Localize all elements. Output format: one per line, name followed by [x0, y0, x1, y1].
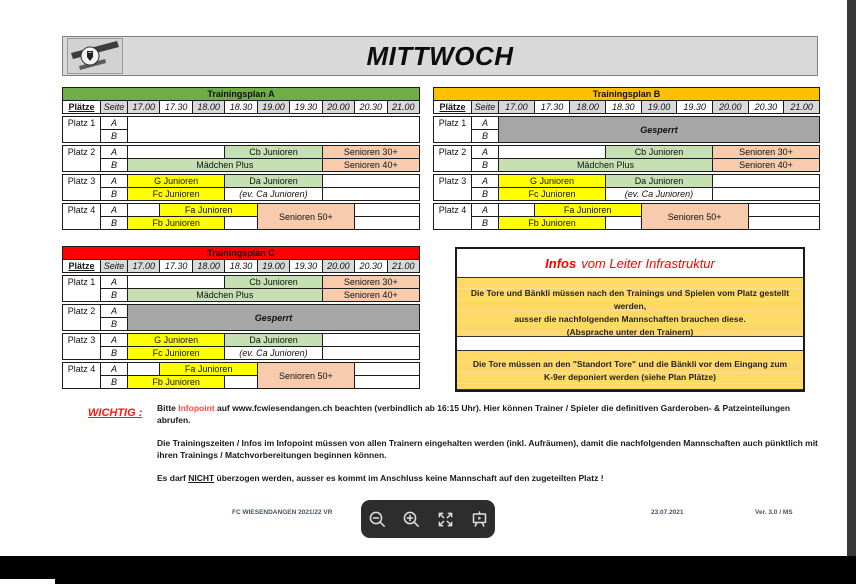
infos-note-2-line: K-9er deponiert werden (siehe Plan Plätze) — [544, 372, 716, 382]
seite-header: Seite — [101, 101, 128, 114]
plan-slot: Fa Junioren — [534, 204, 641, 217]
plan-slot: (ev. Ca Junioren) — [225, 188, 322, 201]
platz-group — [433, 145, 820, 172]
plan-slot: Fa Junioren — [160, 363, 257, 376]
plan-slot: G Junioren — [128, 334, 225, 347]
plan-slot-empty — [128, 117, 420, 143]
platz-group — [62, 116, 420, 143]
platz-group — [62, 203, 420, 230]
side-label-a: A — [472, 146, 499, 159]
plan-slot-empty — [128, 363, 160, 376]
plan-slot-empty — [322, 175, 419, 188]
plan-slot: Senioren 50+ — [257, 363, 354, 389]
platz-label: Platz 2 — [434, 146, 472, 172]
infos-title — [457, 249, 803, 277]
time-header: 21.00 — [784, 101, 820, 114]
plan-slot: Da Junioren — [605, 175, 712, 188]
seite-header: Seite — [472, 101, 499, 114]
side-label-a: A — [101, 175, 128, 188]
time-header: 19.30 — [290, 260, 322, 273]
plan-slot: Cb Junioren — [225, 276, 322, 289]
plan-slot-empty — [322, 334, 419, 347]
plan-slot-empty — [322, 188, 419, 201]
time-header: 19.30 — [677, 101, 713, 114]
presentation-mode-icon — [470, 510, 489, 529]
side-label-a: A — [101, 276, 128, 289]
page-title: MITTWOCH — [366, 40, 514, 71]
platz-group — [62, 145, 420, 172]
plan-slot: Da Junioren — [225, 334, 322, 347]
plan-slot: Fc Junioren — [128, 188, 225, 201]
fullscreen-icon — [436, 510, 455, 529]
platz-label: Platz 1 — [434, 117, 472, 143]
side-label-b: B — [101, 289, 128, 302]
plan-header-table — [62, 246, 420, 273]
time-header: 20.30 — [355, 101, 387, 114]
platz-group — [62, 333, 420, 360]
zoom-out-icon — [368, 510, 387, 529]
time-header: 20.00 — [322, 101, 354, 114]
side-label-b: B — [101, 188, 128, 201]
platz-label: Platz 4 — [63, 363, 101, 389]
zoom-in-icon — [402, 510, 421, 529]
trainingsplan-c-table — [62, 246, 420, 389]
time-header: 17.30 — [160, 260, 192, 273]
side-label-b: B — [101, 159, 128, 172]
seite-header: Seite — [101, 260, 128, 273]
platz-label: Platz 2 — [63, 305, 101, 331]
trainingsplan-a-table — [62, 87, 420, 230]
side-label-b: B — [472, 130, 499, 143]
plan-slot: Fb Junioren — [128, 217, 225, 230]
plan-slot-empty — [128, 204, 160, 217]
plan-slot: Gesperrt — [128, 305, 420, 331]
platz-group — [433, 174, 820, 201]
plan-slot-empty — [225, 376, 257, 389]
bottom-black-bar — [0, 556, 856, 584]
plaetze-header: Plätze — [63, 101, 101, 114]
plan-slot: (ev. Ca Junioren) — [605, 188, 712, 201]
presentation-mode-button[interactable] — [465, 505, 493, 533]
plan-slot-empty — [499, 204, 535, 217]
time-header: 20.30 — [355, 260, 387, 273]
plan-slot: Cb Junioren — [225, 146, 322, 159]
plan-slot-empty — [225, 217, 257, 230]
plan-slot: Senioren 50+ — [641, 204, 748, 230]
plaetze-header: Plätze — [434, 101, 472, 114]
infos-note-1-line: (Absprache unter den Trainern) — [566, 327, 694, 337]
wichtig-nicht: NICHT — [188, 473, 215, 483]
platz-label: Platz 3 — [63, 175, 101, 201]
side-label-b: B — [101, 318, 128, 331]
plan-slot-empty — [355, 376, 420, 389]
plan-slot: Senioren 50+ — [257, 204, 354, 230]
wichtig-label: WICHTIG : — [88, 407, 143, 419]
time-header: 17.30 — [160, 101, 192, 114]
pdf-toolbar — [361, 500, 495, 538]
infos-title-rest: vom Leiter Infrastruktur — [581, 255, 715, 271]
platz-label: Platz 2 — [63, 146, 101, 172]
infos-note-1 — [457, 277, 803, 337]
plan-slot: Mädchen Plus — [128, 159, 323, 172]
side-label-a: A — [472, 117, 499, 130]
time-header: 19.30 — [290, 101, 322, 114]
side-label-b: B — [101, 347, 128, 360]
platz-label: Platz 4 — [63, 204, 101, 230]
time-header: 17.00 — [128, 260, 160, 273]
wichtig-p1-pre: Bitte — [157, 403, 179, 413]
plan-title: Trainingsplan C — [63, 247, 420, 260]
plan-slot-empty — [748, 217, 819, 230]
platz-label: Platz 1 — [63, 276, 101, 302]
platz-group — [62, 362, 420, 389]
platz-group — [62, 304, 420, 331]
platz-group — [433, 116, 820, 143]
plaetze-header: Plätze — [63, 260, 101, 273]
plan-slot: Senioren 40+ — [322, 159, 419, 172]
zoom-out-button[interactable] — [363, 505, 391, 533]
plan-slot: Gesperrt — [499, 117, 820, 143]
wichtig-p1-post: auf www.fcwiesendangen.ch beachten (verbindlich ab 16:15 Uhr). Hier können Trainer / Spieler die definitiven Garderoben- & Patzeinteilungen abrufen. — [157, 403, 791, 425]
time-header: 18.00 — [570, 101, 606, 114]
plan-slot-empty — [712, 188, 819, 201]
time-header: 21.00 — [387, 260, 420, 273]
time-header: 17.30 — [534, 101, 570, 114]
platz-label: Platz 3 — [434, 175, 472, 201]
wichtig-paragraph-2: Die Trainingszeiten / Infos im Infopoint müssen von allen Trainern eingehalten werden (inkl. Aufräumen), damit die nachfolgenden Mannschaften auch pünktlich mit ihren Trainings / Matchvorbereitungen beginnen können. — [157, 438, 818, 460]
infos-note-1-line: ausser die nachfolgenden Mannschaften brauchen diese. — [514, 314, 746, 324]
zoom-in-button[interactable] — [397, 505, 425, 533]
plan-slot: Da Junioren — [225, 175, 322, 188]
time-header: 18.30 — [605, 101, 641, 114]
plan-slot-empty — [499, 146, 606, 159]
infos-note-1-line: Die Tore und Bänkli müssen nach den Trainings und Spielen vom Platz gestellt werden, — [470, 288, 790, 311]
plan-slot: Senioren 30+ — [322, 146, 419, 159]
bottom-left-notch — [0, 579, 55, 584]
platz-label: Platz 1 — [63, 117, 101, 143]
plan-slot-empty — [605, 217, 641, 230]
platz-label: Platz 3 — [63, 334, 101, 360]
side-label-a: A — [101, 117, 128, 130]
side-label-b: B — [101, 217, 128, 230]
time-header: 18.30 — [225, 101, 257, 114]
infos-box — [455, 247, 805, 392]
side-label-a: A — [101, 334, 128, 347]
footer-club-text: FC WIESENDANGEN 2021/22 VR — [232, 509, 333, 516]
time-header: 18.00 — [192, 101, 224, 114]
window-edge-strip — [847, 0, 856, 584]
wichtig-paragraph-1 — [157, 403, 819, 426]
infopoint-link[interactable]: Infopoint — [178, 403, 215, 413]
wichtig-text — [157, 403, 819, 497]
day-header-bar — [62, 36, 818, 76]
trainingsplan-b-table — [433, 87, 820, 230]
plan-slot-empty — [355, 204, 420, 217]
time-header: 19.00 — [257, 101, 289, 114]
plan-slot: Senioren 30+ — [322, 276, 419, 289]
platz-group — [62, 174, 420, 201]
side-label-b: B — [472, 188, 499, 201]
side-label-a: A — [101, 204, 128, 217]
time-header: 20.00 — [322, 260, 354, 273]
plan-slot: G Junioren — [128, 175, 225, 188]
plan-slot: Mädchen Plus — [499, 159, 713, 172]
plan-slot: Mädchen Plus — [128, 289, 323, 302]
plan-header-table — [433, 87, 820, 114]
time-header: 21.00 — [387, 101, 420, 114]
plan-slot-empty — [322, 347, 419, 360]
plan-slot-empty — [748, 204, 819, 217]
wichtig-p3-pre: Es darf — [157, 473, 189, 483]
side-label-a: A — [101, 146, 128, 159]
plan-slot: Fa Junioren — [160, 204, 257, 217]
time-header: 20.00 — [712, 101, 748, 114]
fullscreen-button[interactable] — [431, 505, 459, 533]
side-label-b: B — [101, 130, 128, 143]
plan-slot: Fb Junioren — [128, 376, 225, 389]
platz-group — [433, 203, 820, 230]
footer-version: Ver. 3.0 / MS — [755, 509, 793, 516]
time-header: 17.00 — [128, 101, 160, 114]
plan-slot-empty — [128, 146, 225, 159]
plan-slot-empty — [355, 363, 420, 376]
infos-note-2 — [457, 350, 803, 390]
infos-title-bold: Infos — [545, 255, 577, 271]
club-logo — [67, 38, 123, 74]
plan-title: Trainingsplan B — [434, 88, 820, 101]
time-header: 17.00 — [499, 101, 535, 114]
time-header: 20.30 — [748, 101, 784, 114]
platz-label: Platz 4 — [434, 204, 472, 230]
platz-group — [62, 275, 420, 302]
plan-slot-empty — [128, 276, 225, 289]
plan-slot: Fc Junioren — [128, 347, 225, 360]
infos-note-2-line: Die Tore müssen an den "Standort Tore" und die Bänkli vor dem Eingang zum — [472, 359, 788, 369]
plan-slot: Senioren 30+ — [712, 146, 819, 159]
plan-slot: Fb Junioren — [499, 217, 606, 230]
side-label-b: B — [472, 159, 499, 172]
wichtig-p3-post: überzogen werden, ausser es kommt im Anschluss keine Mannschaft auf den zugeteilten Platz ! — [214, 473, 604, 483]
plan-slot: Fc Junioren — [499, 188, 606, 201]
plan-slot: Senioren 40+ — [322, 289, 419, 302]
time-header: 19.00 — [641, 101, 677, 114]
side-label-a: A — [101, 305, 128, 318]
side-label-a: A — [472, 204, 499, 217]
side-label-b: B — [472, 217, 499, 230]
time-header: 18.00 — [192, 260, 224, 273]
plan-title: Trainingsplan A — [63, 88, 420, 101]
plan-header-table — [62, 87, 420, 114]
wichtig-paragraph-3 — [157, 473, 819, 485]
plan-slot: Senioren 40+ — [712, 159, 819, 172]
footer-date: 23.07.2021 — [651, 509, 684, 516]
time-header: 18.30 — [225, 260, 257, 273]
plan-slot-empty — [355, 217, 420, 230]
plan-slot-empty — [712, 175, 819, 188]
plan-slot: G Junioren — [499, 175, 606, 188]
plan-slot: Cb Junioren — [605, 146, 712, 159]
side-label-a: A — [101, 363, 128, 376]
side-label-a: A — [472, 175, 499, 188]
side-label-b: B — [101, 376, 128, 389]
time-header: 19.00 — [257, 260, 289, 273]
plan-slot: (ev. Ca Junioren) — [225, 347, 322, 360]
